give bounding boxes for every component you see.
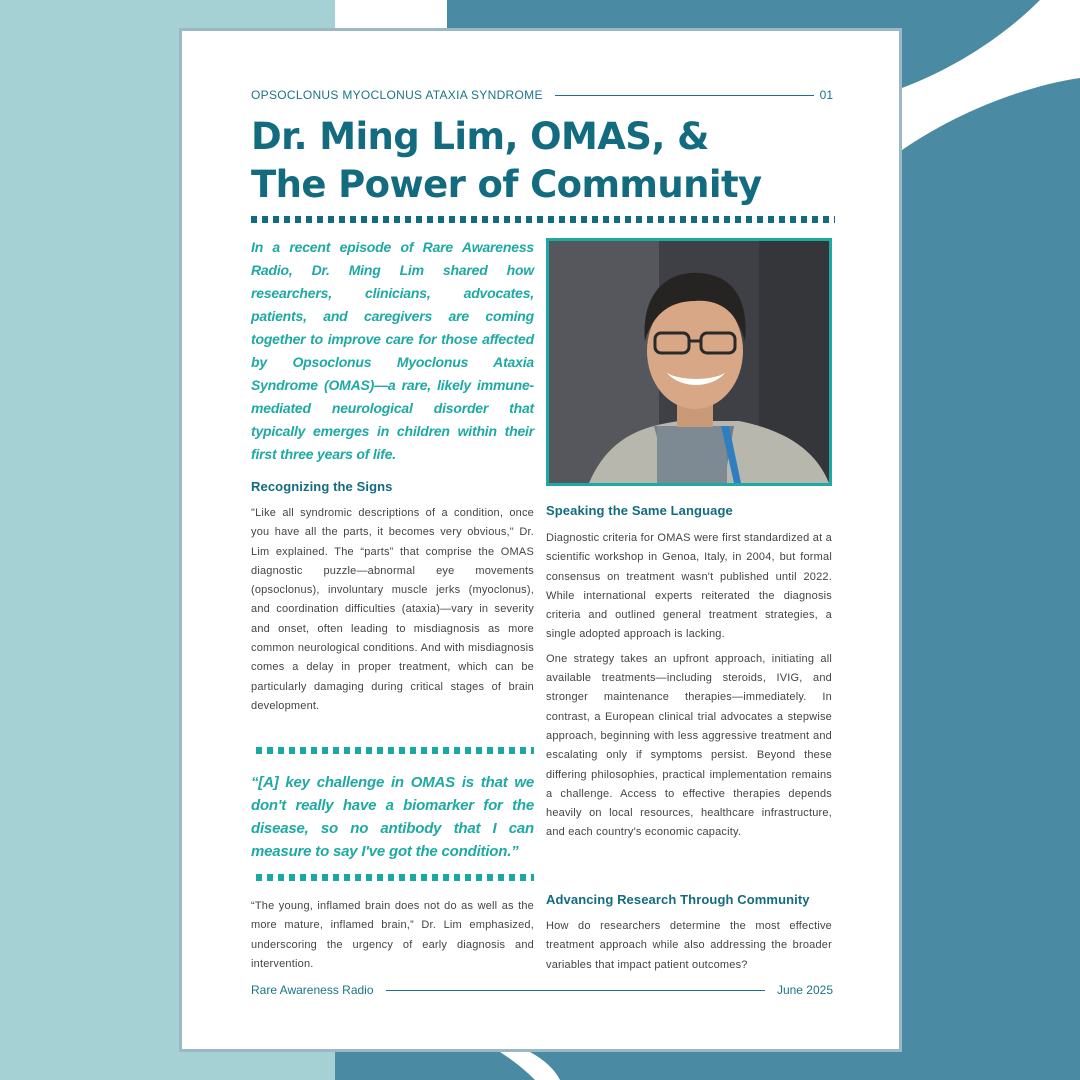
section-heading-advancing-research: Advancing Research Through Community <box>546 892 810 907</box>
footer-publication: Rare Awareness Radio <box>251 983 374 997</box>
article-page <box>179 28 902 1052</box>
section-heading-recognizing-signs: Recognizing the Signs <box>251 479 393 494</box>
article-title-line-1: Dr. Ming Lim, OMAS, & <box>251 115 709 158</box>
section-text-same-language-para-2: One strategy takes an upfront approach, initiating all available treatments—including steroids, IVIG, and stronger maintenance therapies—immediately. In contrast, a European clinical trial advocates a stepwise approach, beginning with less aggressive treatment and escalating only if symptoms persist. Beyond these differing philosophies, practical implementation remains a challenge. Access to effective therapies depends heavily on local resources, healthcare infrastructure, and each country's economic capacity. <box>546 652 832 839</box>
section-text-advancing-research: How do researchers determine the most effective treatment approach while also addressing the broader variables that impact patient outcomes? <box>546 920 832 971</box>
page-footer <box>251 982 833 998</box>
section-text-same-language-para-1: Diagnostic criteria for OMAS were first standardized at a scientific workshop in Genoa, Italy, in 2004, but formal consensus on treatment wasn't published until 2022. While international experts reiterated the diagnosis criteria and outlined general treatment strategies, a single adopted approach is lacking. <box>546 532 832 641</box>
title-dotted-divider <box>251 216 835 223</box>
pull-quote: “[A] key challenge in OMAS is that we don't really have a biomarker for the disease, so no antibody that I can measure to say I've got the condition.” <box>251 774 534 860</box>
section-text-same-language <box>546 529 832 848</box>
lead-paragraph: In a recent episode of Rare Awareness Radio, Dr. Ming Lim shared how researchers, clinicians, advocates, patients, and caregivers are coming together to improve care for those affected by Opsoclonus Myoclonus Ataxia Syndrome (OMAS)—a rare, likely immune-mediated neurological disorder that typically emerges in children within their first three years of life. <box>251 239 534 462</box>
section-text-recognizing-signs: "Like all syndromic descriptions of a condition, once you have all the parts, it becomes very obvious," Dr. Lim explained. The “parts” that comprise the OMAS diagnostic puzzle—abnormal eye movements (opsoclonus), involuntary muscle jerks (myoclonus), and coordination difficulties (ataxia)—vary in severity and onset, often leading to misdiagnosis as more common neurological conditions. And with misdiagnosis comes a delay in proper treatment, which can be particularly damaging during critical stages of brain development. <box>251 507 534 712</box>
page-header <box>251 87 833 103</box>
quote-dotted-divider-top <box>256 747 534 754</box>
header-rule <box>555 95 814 96</box>
portrait-photo <box>546 238 832 486</box>
article-title <box>251 113 841 209</box>
footer-rule <box>386 990 765 991</box>
section-heading-same-language: Speaking the Same Language <box>546 503 733 518</box>
series-title: OPSOCLONUS MYOCLONUS ATAXIA SYNDROME <box>251 88 543 102</box>
article-title-line-2: The Power of Community <box>251 163 762 206</box>
after-quote-text: “The young, inflamed brain does not do as well as the more mature, inflamed brain,” Dr. Lim emphasized, underscoring the urgency of early diagnosis and intervention. <box>251 900 534 970</box>
page-number: 01 <box>819 88 833 102</box>
footer-date: June 2025 <box>776 983 833 997</box>
quote-dotted-divider-bottom <box>256 874 534 881</box>
